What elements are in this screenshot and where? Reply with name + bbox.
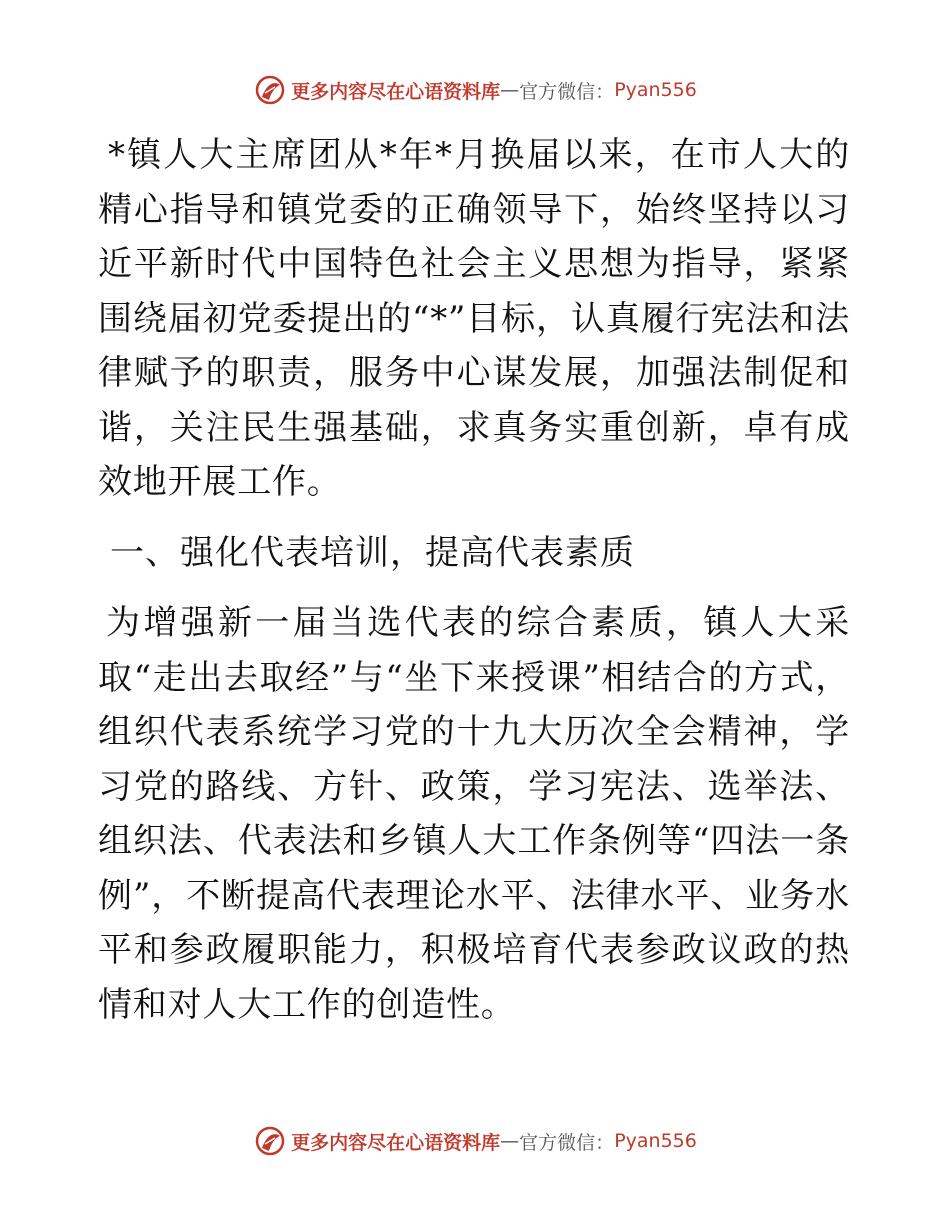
ribbon-logo-icon bbox=[253, 1124, 287, 1158]
banner-wechat-id: Pyan556 bbox=[614, 1130, 697, 1152]
section-paragraph: 为增强新一届当选代表的综合素质，镇人大采取“走出去取经”与“坐下来授课”相结合的方式，组织代表系统学习党的十九大历次全会精神，学习党的路线、方针、政策，学习宪法、选举法、组织法、代表法和乡镇人大工作条例等“四法一条例”，不断提高代表理论水平、法律水平、业务水平和参政履职能力，积极培育代表参政议政的热情和对人大工作的创造性。 bbox=[98, 603, 850, 1025]
banner-wechat-label: 官方微信： bbox=[519, 1131, 615, 1154]
banner-dash: — bbox=[500, 79, 520, 101]
banner-title: 更多内容尽在心语资料库 bbox=[291, 80, 501, 103]
ribbon-logo-icon bbox=[253, 73, 287, 107]
footer-banner bbox=[0, 1124, 950, 1158]
banner-wechat-id: Pyan556 bbox=[614, 79, 697, 101]
intro-paragraph: *镇人大主席团从*年*月换届以来，在市人大的精心指导和镇党委的正确领导下，始终坚持以习近平新时代中国特色社会主义思想为指导，紧紧围绕届初党委提出的“*”目标，认真履行宪法和法律赋予的职责，服务中心谋发展，加强法制促和谐，关注民生强基础，求真务实重创新，卓有成效地开展工作。 bbox=[98, 135, 850, 502]
section-heading: 一、强化代表培训，提高代表素质 bbox=[110, 532, 635, 573]
banner-title: 更多内容尽在心语资料库 bbox=[291, 1131, 501, 1154]
banner-dash: — bbox=[500, 1130, 520, 1152]
document-body bbox=[98, 128, 850, 1032]
banner-wechat-label: 官方微信： bbox=[519, 80, 615, 103]
header-banner bbox=[0, 73, 950, 107]
